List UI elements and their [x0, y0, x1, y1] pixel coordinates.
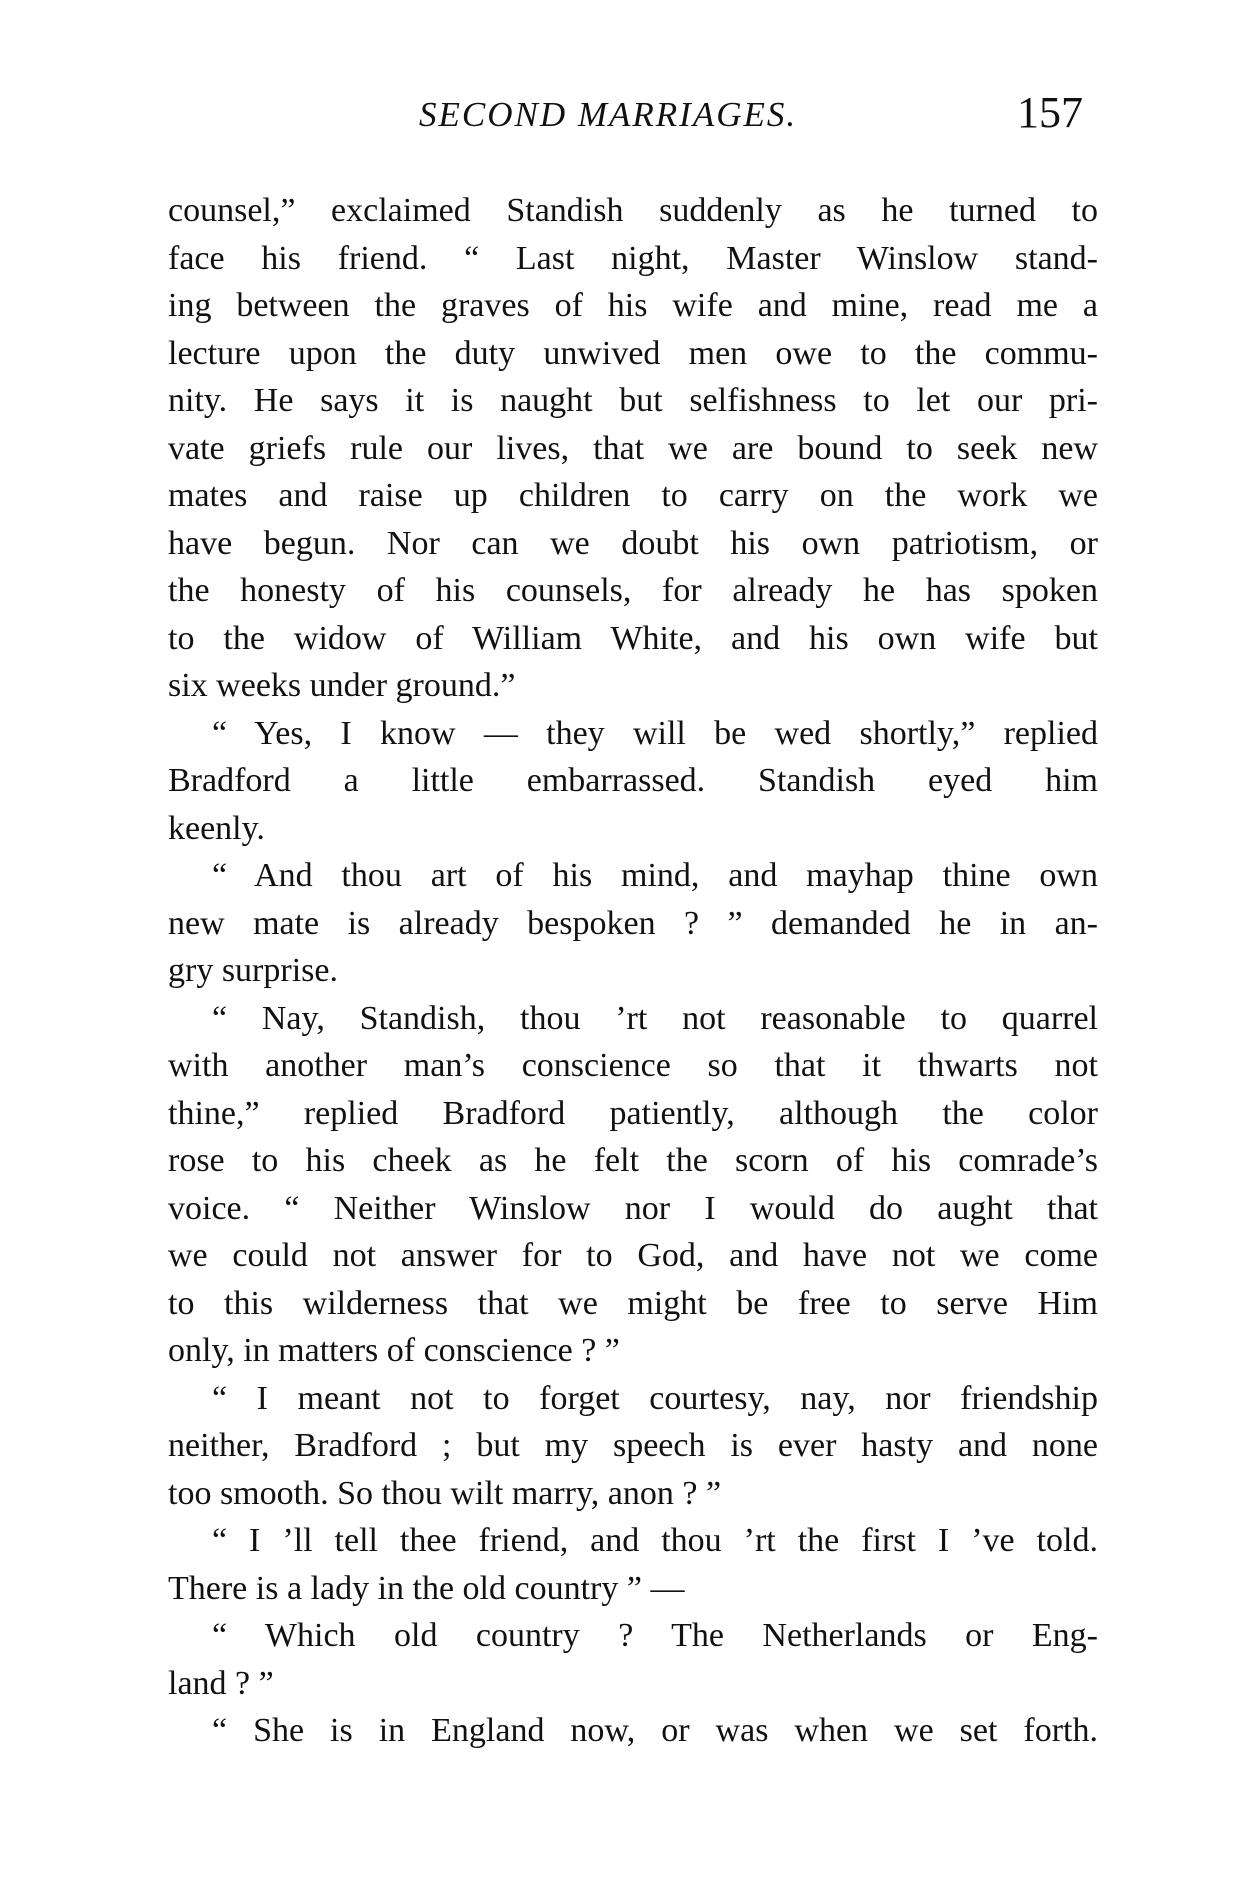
text-line: too smooth. So thou wilt marry, anon ? ”: [168, 1474, 722, 1512]
text-line: “ And thou art of his mind, and mayhap thine own: [212, 857, 1098, 894]
text-line: only, in matters of conscience ? ”: [168, 1332, 620, 1369]
text-line: the honesty of his counsels, for already he has spoken: [168, 572, 1098, 609]
text-line: six weeks under ground.”: [168, 667, 516, 704]
text-line: “ Yes, I know — they will be wed shortly,” replied: [212, 714, 1098, 752]
text-line: “ I meant not to forget courtesy, nay, nor friendship: [212, 1379, 1098, 1417]
text-line: new mate is already bespoken ? ” demanded he in an-: [168, 904, 1098, 942]
page-number: 157: [1017, 88, 1083, 137]
text-line: thine,” replied Bradford patiently, although the color: [168, 1094, 1098, 1132]
text-line: to this wilderness that we might be free to serve Him: [168, 1284, 1098, 1322]
text-line: nity. He says it is naught but selfishness to let our pri-: [168, 382, 1098, 419]
text-line: counsel,” exclaimed Standish suddenly as he turned to: [168, 192, 1098, 229]
text-line: gry surprise.: [168, 952, 338, 989]
text-line: voice. “ Neither Winslow nor I would do aught that: [168, 1189, 1098, 1227]
text-line: “ She is in England now, or was when we set forth.: [212, 1712, 1098, 1749]
text-line: have begun. Nor can we doubt his own patriotism, or: [168, 524, 1098, 562]
text-line: face his friend. “ Last night, Master Winslow stand-: [168, 239, 1098, 277]
text-line: land ? ”: [168, 1664, 274, 1702]
body-text: [168, 187, 1098, 1755]
text-line: There is a lady in the old country ” —: [168, 1569, 685, 1607]
text-line: mates and raise up children to carry on the work we: [168, 477, 1098, 514]
text-line: we could not answer for to God, and have not we come: [168, 1237, 1098, 1274]
text-line: with another man’s conscience so that it thwarts not: [168, 1047, 1098, 1084]
text-line: ing between the graves of his wife and mine, read me a: [168, 287, 1098, 324]
text-line: keenly.: [168, 809, 265, 847]
page-header: [0, 90, 1241, 140]
text-line: “ I ’ll tell thee friend, and thou ’rt the first I ’ve told.: [212, 1522, 1098, 1559]
text-line: lecture upon the duty unwived men owe to the commu-: [168, 334, 1098, 372]
text-line: to the widow of William White, and his own wife but: [168, 619, 1098, 657]
text-line: rose to his cheek as he felt the scorn of his comrade’s: [168, 1142, 1098, 1179]
text-line: “ Which old country ? The Netherlands or Eng-: [212, 1617, 1098, 1654]
text-line: neither, Bradford ; but my speech is ever hasty and none: [168, 1427, 1098, 1464]
text-line: “ Nay, Standish, thou ’rt not reasonable to quarrel: [212, 999, 1098, 1037]
text-line: Bradford a little embarrassed. Standish eyed him: [168, 762, 1098, 799]
running-head: SECOND MARRIAGES.: [419, 95, 798, 134]
text-line: vate griefs rule our lives, that we are bound to seek new: [168, 429, 1098, 467]
